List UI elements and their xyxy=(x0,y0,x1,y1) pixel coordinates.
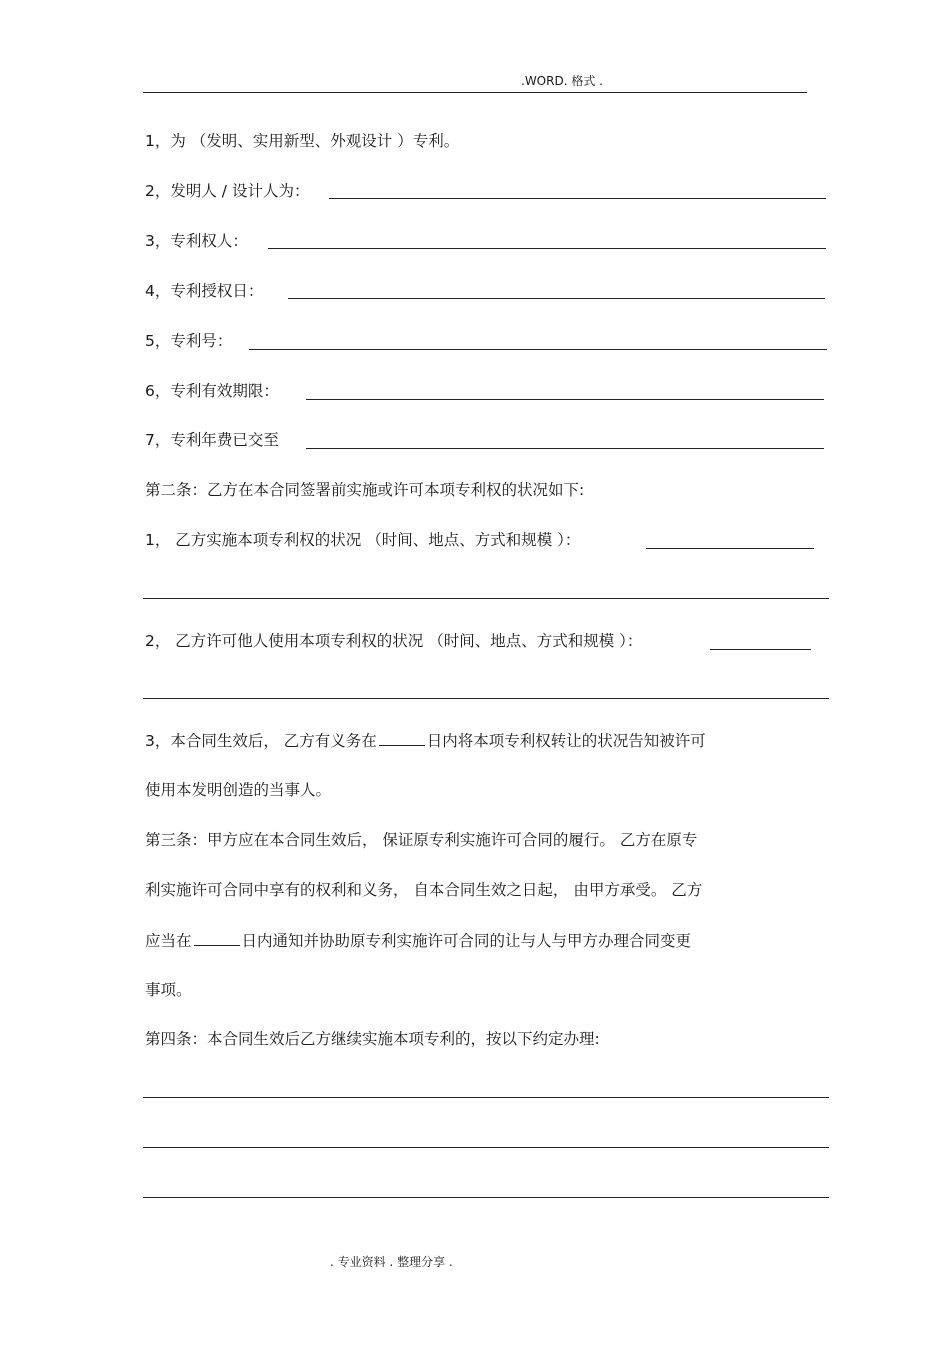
article-2-item-2: 2， 乙方许可他人使用本项专利权的状况 （时间、地点、方式和规模 ）： xyxy=(145,632,643,650)
article-2-item-3-text-a: 3，本合同生效后， 乙方有义务在 xyxy=(145,732,377,750)
article-3-line-2: 利实施许可合同中享有的权利和义务， 自本合同生效之日起， 由甲方承受。 乙方 xyxy=(145,881,703,899)
days-blank-1 xyxy=(379,729,425,746)
item-4-blank xyxy=(288,298,825,299)
item-6-blank xyxy=(306,399,824,400)
page-header xyxy=(143,72,807,93)
article-3-text-b: 日内通知并协助原专利实施许可合同的让与人与甲方办理合同变更 xyxy=(241,932,692,950)
days-blank-2 xyxy=(194,929,240,946)
item-6-label: 6，专利有效期限： xyxy=(145,382,279,400)
article-3-text-a: 应当在 xyxy=(145,932,192,950)
article-2-item-1-blank xyxy=(646,548,814,549)
article-2-item-1-blank-line xyxy=(143,598,829,599)
article-4-blank-line-1 xyxy=(143,1097,829,1098)
item-7-blank xyxy=(306,448,824,449)
article-2-item-2-blank xyxy=(710,649,811,650)
item-7-label: 7，专利年费已交至 xyxy=(145,431,279,449)
page-footer: . 专业资料 . 整理分享 . xyxy=(330,1255,453,1269)
article-2-heading: 第二条：乙方在本合同签署前实施或许可本项专利权的状况如下: xyxy=(145,481,585,499)
article-4-blank-line-3 xyxy=(143,1197,829,1198)
article-2-item-3-line-2: 使用本发明创造的当事人。 xyxy=(145,781,332,799)
article-2-item-1: 1， 乙方实施本项专利权的状况 （时间、地点、方式和规模 ）： xyxy=(145,531,581,549)
item-5-blank xyxy=(249,349,827,350)
article-4-blank-line-2 xyxy=(143,1147,829,1148)
item-2-label: 2，发明人 / 设计人为： xyxy=(145,182,310,200)
item-4-label: 4，专利授权日： xyxy=(145,282,264,300)
item-1: 1，为 （发明、实用新型、外观设计 ）专利。 xyxy=(145,132,460,150)
item-3-blank xyxy=(268,248,826,249)
header-text: .WORD. 格式 . xyxy=(521,74,603,88)
article-2-item-3-text-b: 日内将本项专利权转让的状况告知被许可 xyxy=(426,732,706,750)
item-3-label: 3，专利权人： xyxy=(145,232,248,250)
item-5-label: 5，专利号： xyxy=(145,332,233,350)
article-2-item-3-line-1 xyxy=(145,729,706,751)
article-3-line-4: 事项。 xyxy=(145,981,192,999)
article-3-line-1: 第三条：甲方应在本合同生效后， 保证原专利实施许可合同的履行。 乙方在原专 xyxy=(145,831,698,849)
article-4-heading: 第四条：本合同生效后乙方继续实施本项专利的，按以下约定办理: xyxy=(145,1030,600,1048)
article-2-item-2-blank-line xyxy=(143,698,829,699)
article-3-line-3 xyxy=(145,929,691,951)
item-2-blank xyxy=(329,198,826,199)
